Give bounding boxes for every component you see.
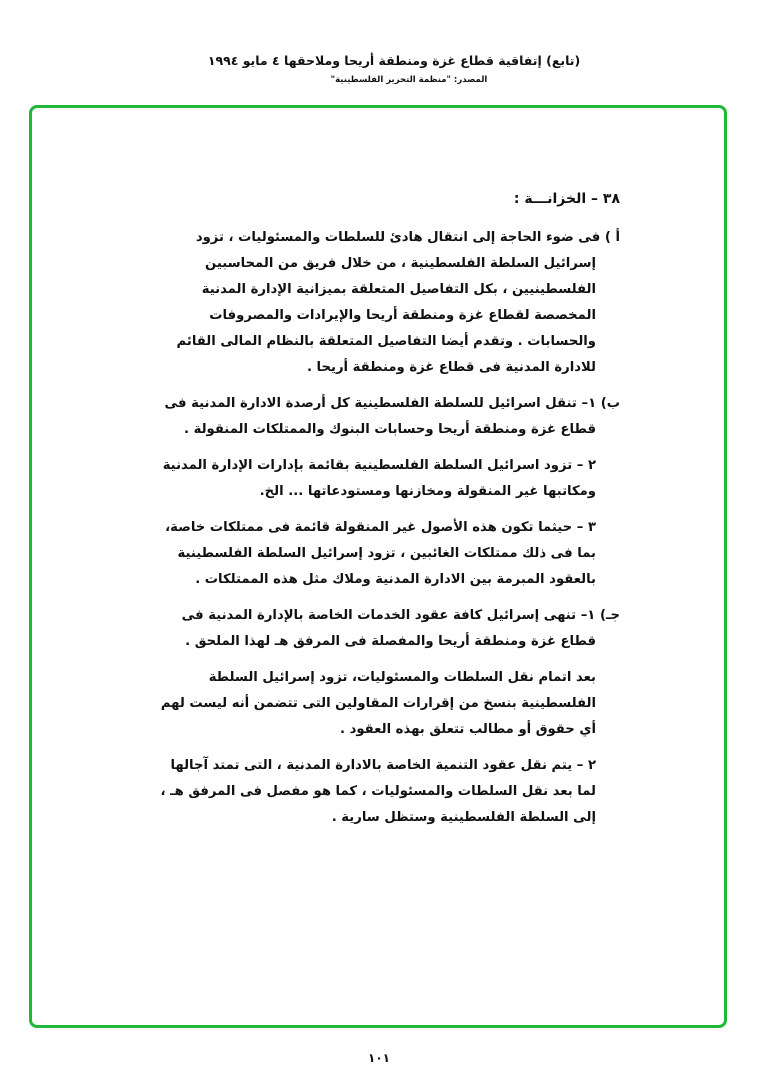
text-line: أ ) فى ضوء الحاجة إلى انتقال هادئ للسلطات والمسئوليات ، تزود: [195, 230, 620, 245]
text-line: ٢ – تزود اسرائيل السلطة الفلسطينية بقائمة بإدارات الإدارة المدنية: [162, 458, 596, 473]
text-line: المخصصة لقطاع غزة ومنطقة أريحا والإيرادات والمصروفات: [209, 308, 596, 323]
text-line: لما بعد نقل السلطات والمسئوليات ، كما هو مفصل فى المرفق هـ ،: [160, 784, 596, 799]
paragraph-b3: [160, 515, 620, 593]
text-line: إسرائيل السلطة الفلسطينية ، من خلال فريق من المحاسبين: [204, 256, 596, 271]
paragraph-a: [160, 225, 620, 381]
text-line: قطاع غزة ومنطقة أريحا وحسابات البنوك والممتلكات المنقولة .: [184, 422, 596, 437]
text-line: بما فى ذلك ممتلكات الغائبين ، تزود إسرائيل السلطة الفلسطينية: [177, 546, 596, 561]
text-line: والحسابات . وتقدم أيضا التفاصيل المتعلقة بالنظام المالى القائم: [176, 334, 596, 349]
document-body: [160, 189, 620, 841]
text-line: إلى السلطة الفلسطينية وستظل سارية .: [331, 810, 596, 825]
text-line: الفلسطينية بنسخ من إقرارات المقاولين التى تتضمن أنه ليست لهم: [160, 696, 596, 711]
paragraph-c1: [160, 603, 620, 655]
text-line: ٣ – حيثما تكون هذه الأصول غير المنقولة قائمة فى ممتلكات خاصة،: [165, 520, 596, 535]
paragraph-b1: [160, 391, 620, 443]
paragraph-c1-cont: [160, 665, 620, 743]
text-line: أي حقوق أو مطالب تتعلق بهذه العقود .: [340, 722, 596, 737]
text-line: بالعقود المبرمة بين الادارة المدنية وملاك مثل هذه الممتلكات .: [195, 572, 596, 587]
text-line: الفلسطينيين ، بكل التفاصيل المتعلقة بميزانية الإدارة المدنية: [201, 282, 596, 297]
page-number: ١٠١: [368, 1051, 390, 1065]
section-title: ٣٨ – الخزانـــة :: [513, 191, 620, 207]
text-line: للادارة المدنية فى قطاع غزة ومنطقة أريحا .: [306, 360, 596, 375]
page-header: [0, 52, 758, 86]
text-line: ٢ – يتم نقل عقود التنمية الخاصة بالادارة المدنية ، التى تمتد آجالها: [170, 758, 596, 773]
text-line: قطاع غزة ومنطقة أريحا والمفصلة فى المرفق هـ لهذا الملحق .: [185, 634, 596, 649]
document-title: (تابع) إتفاقية قطاع غزة ومنطقة أريحا وملاحقها ٤ مايو ١٩٩٤: [207, 53, 581, 68]
paragraph-b2: [160, 453, 620, 505]
text-line: ب) ١– تنقل اسرائيل للسلطة الفلسطينية كل أرصدة الادارة المدنية فى: [164, 396, 620, 411]
text-line: جـ) ١– تنهى إسرائيل كافة عقود الخدمات الخاصة بالإدارة المدنية فى: [181, 608, 620, 623]
text-line: بعد اتمام نقل السلطات والمسئوليات، تزود إسرائيل السلطة: [208, 670, 596, 685]
paragraph-c2: [160, 753, 620, 831]
text-line: ومكاتبها غير المنقولة ومخازنها ومستودعاتها ... الخ.: [259, 484, 596, 499]
document-source: المصدر: "منظمة التحرير الفلسطينية": [330, 75, 488, 85]
